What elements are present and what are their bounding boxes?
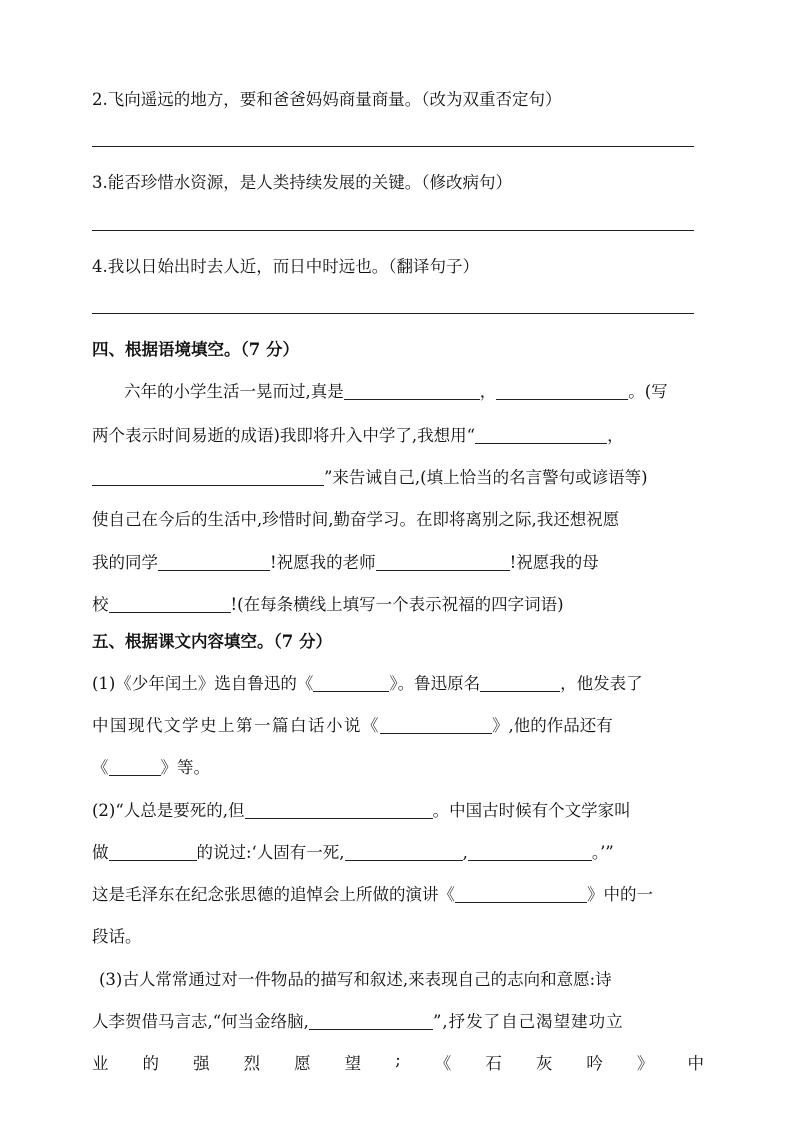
char: 吟 xyxy=(586,1054,603,1073)
blank-speech-title[interactable] xyxy=(455,886,587,904)
text: 》,他的作品还有 xyxy=(492,716,613,735)
section-4-line-4: 使自己在今后的生活中,珍惜时间,勤奋学习。在即将离别之际,我还想祝愿 xyxy=(92,510,620,529)
blank-death-quote-1[interactable] xyxy=(345,844,463,862)
text: 》中的一 xyxy=(587,885,653,904)
blank-idiom-2[interactable] xyxy=(496,383,628,401)
section-5-p3-line-2 xyxy=(92,1008,704,1032)
text: ”,抒发了自己渴望建功立 xyxy=(432,1012,624,1031)
section-5-p2-line-4: 段话。 xyxy=(92,927,142,946)
text: 六年的小学生活一晃而过,真是 xyxy=(124,382,344,401)
text: 》等。 xyxy=(160,758,210,777)
text: , xyxy=(462,843,468,862)
text: 我的同学 xyxy=(92,553,158,572)
blank-first-novel[interactable] xyxy=(380,717,492,735)
answer-line-4[interactable] xyxy=(92,313,694,314)
char: 的 xyxy=(142,1054,160,1073)
text: 。中国古时候有个文学家叫 xyxy=(432,801,631,820)
text: ， xyxy=(607,426,624,445)
char: 业 xyxy=(92,1054,109,1073)
blank-quote-1[interactable] xyxy=(475,427,607,445)
text: 中国现代文学史上第一篇白话小说《 xyxy=(92,716,380,735)
section-4-line-5 xyxy=(92,549,704,573)
text: 这是毛泽东在纪念张思德的追悼会上所做的演讲《 xyxy=(92,885,455,904)
text: (2)“人总是要死的,但 xyxy=(92,801,245,820)
section-5-p1-line-3 xyxy=(92,754,704,778)
char: 《 xyxy=(434,1054,452,1073)
answer-line-3[interactable] xyxy=(92,230,694,231)
char: 灰 xyxy=(535,1054,553,1073)
char: 强 xyxy=(193,1054,210,1073)
section-5-p2-line-2 xyxy=(92,839,704,863)
text: !祝愿我的母 xyxy=(509,553,599,572)
char: 愿 xyxy=(294,1054,311,1073)
blank-writer-name[interactable] xyxy=(109,844,197,862)
section-5-heading: 五、根据课文内容填空。（7 分） xyxy=(92,632,332,651)
text: ，他发表了 xyxy=(560,674,643,693)
text: !(在每条横线上填写一个表示祝福的四字词语) xyxy=(230,595,564,614)
blank-school-wish[interactable] xyxy=(109,596,231,614)
question-4: 4.我以日始出时去人近，而日中时远也。（翻译句子） xyxy=(92,257,479,276)
blank-other-work[interactable] xyxy=(109,759,161,777)
text: 人李贺借马言志,“何当金络脑, xyxy=(92,1012,309,1031)
text: 《 xyxy=(92,758,109,777)
section-5-p3-line-3 xyxy=(92,1050,704,1074)
section-4-line-2 xyxy=(92,422,704,446)
section-4-line-1 xyxy=(124,378,736,402)
section-5-p2-line-1 xyxy=(92,797,704,821)
section-5-p3-line-1: (3)古人常常通过对一件物品的描写和叙述,来表现自己的志向和意愿:诗 xyxy=(99,970,612,989)
char: 烈 xyxy=(243,1054,261,1073)
section-4-line-6 xyxy=(92,591,704,615)
section-5-p1-line-1 xyxy=(92,670,704,694)
blank-idiom-1[interactable] xyxy=(344,383,480,401)
char: 石 xyxy=(485,1054,502,1073)
text: 》。鲁迅原名 xyxy=(389,674,481,693)
blank-li-he-poem[interactable] xyxy=(309,1013,433,1031)
question-2: 2.飞向遥远的地方，要和爸爸妈妈商量商量。（改为双重否定句） xyxy=(92,90,562,109)
text: 两个表示时间易逝的成语)我即将升入中学了,我想用“ xyxy=(92,426,476,445)
blank-teacher-wish[interactable] xyxy=(376,554,510,572)
section-5-p2-line-3 xyxy=(92,881,704,905)
blank-classmates-wish[interactable] xyxy=(158,554,270,572)
blank-book-title[interactable] xyxy=(313,675,389,693)
text: 。’” xyxy=(591,843,614,862)
blank-quote-2[interactable] xyxy=(92,469,324,487)
text: 校 xyxy=(92,595,109,614)
question-3: 3.能否珍惜水资源，是人类持续发展的关键。（修改病句） xyxy=(92,173,512,192)
blank-death-quote-2[interactable] xyxy=(468,844,592,862)
text: 做 xyxy=(92,843,109,862)
answer-line-2[interactable] xyxy=(92,146,694,147)
text: ， xyxy=(479,382,497,401)
section-5-p1-line-2 xyxy=(92,712,704,736)
text: 的说过:‘人固有一死, xyxy=(196,843,345,862)
text: !祝愿我的老师 xyxy=(270,553,376,572)
text: (1)《少年闰土》选自鲁迅的《 xyxy=(92,674,314,693)
blank-quote-continuation[interactable] xyxy=(245,802,433,820)
section-4-line-3 xyxy=(92,464,704,488)
text: 。(写 xyxy=(628,382,668,401)
char: 》 xyxy=(636,1054,654,1073)
blank-real-name[interactable] xyxy=(480,675,560,693)
text: ”来告诫自己,(填上恰当的名言警句或谚语等) xyxy=(324,468,648,487)
section-4-heading: 四、根据语境填空。（7 分） xyxy=(92,340,299,359)
char: ; xyxy=(395,1050,401,1069)
char: 望 xyxy=(344,1054,362,1073)
char: 中 xyxy=(687,1054,704,1073)
